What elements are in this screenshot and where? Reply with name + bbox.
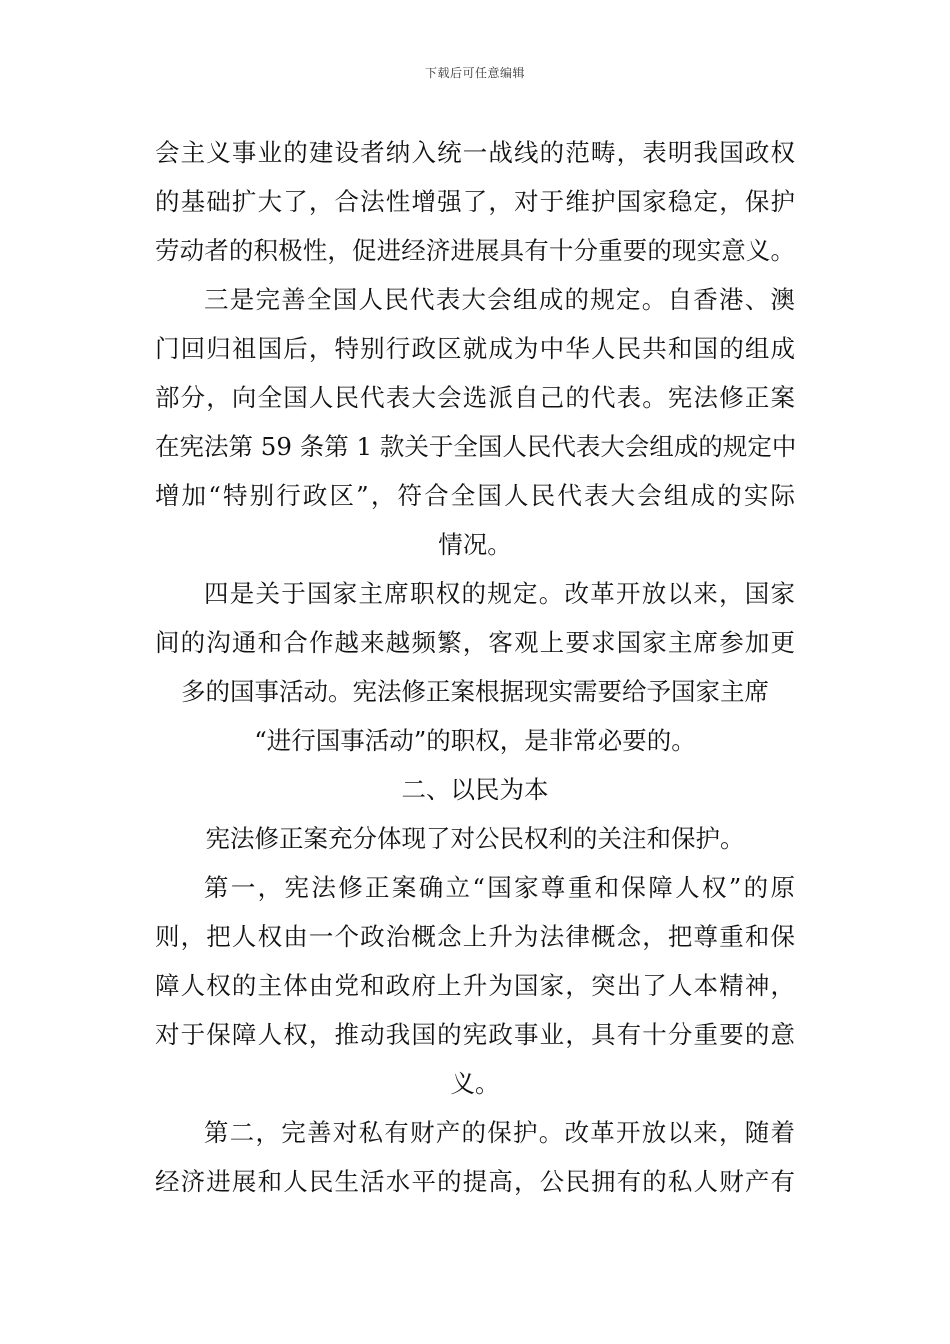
text-line: 间的沟通和合作越来越频繁，客观上要求国家主席参加更 (155, 628, 795, 657)
text-line: 义。 (450, 1069, 500, 1098)
text-line: 障人权的主体由党和政府上升为国家，突出了人本精神， (155, 971, 795, 1000)
section-heading: 二、以民为本 (401, 775, 549, 804)
text-line: 劳动者的积极性，促进经济进展具有十分重要的现实意义。 (155, 236, 795, 265)
text-line: 则，把人权由一个政治概念上升为法律概念，把尊重和保 (155, 922, 795, 951)
text-line: 门回归祖国后，特别行政区就成为中华人民共和国的组成 (155, 334, 795, 363)
paragraph-start-line: 第二，完善对私有财产的保护。改革开放以来，随着 (204, 1118, 795, 1147)
page-header-note: 下载后可任意编辑 (424, 66, 525, 80)
text-line: 经济进展和人民生活水平的提高，公民拥有的私人财产有 (155, 1167, 795, 1196)
paragraph-start-line: 宪法修正案充分体现了对公民权利的关注和保护。 (205, 824, 745, 853)
text-line: 的基础扩大了，合法性增强了，对于维护国家稳定，保护 (155, 187, 795, 216)
text-line: 多的国事活动。宪法修正案根据现实需要给予国家主席 (181, 677, 769, 706)
document-body (155, 128, 795, 1206)
text-line: 在宪法第 59 条第 1 款关于全国人民代表大会组成的规定中 (155, 432, 797, 461)
paragraph-start-line: 第一，宪法修正案确立“国家尊重和保障人权”的原 (204, 873, 795, 902)
text-line: 对于保障人权，推动我国的宪政事业，具有十分重要的意 (155, 1020, 795, 1049)
paragraph-start-line: 三是完善全国人民代表大会组成的规定。自香港、澳 (204, 285, 795, 314)
text-line: 情况。 (438, 530, 512, 559)
text-line: 会主义事业的建设者纳入统一战线的范畴，表明我国政权 (155, 138, 795, 167)
text-line: “进行国事活动”的职权，是非常必要的。 (254, 726, 696, 755)
text-line: 增加“特别行政区”，符合全国人民代表大会组成的实际 (155, 481, 795, 510)
text-line: 部分，向全国人民代表大会选派自己的代表。宪法修正案 (155, 383, 795, 412)
paragraph-start-line: 四是关于国家主席职权的规定。改革开放以来，国家 (204, 579, 795, 608)
